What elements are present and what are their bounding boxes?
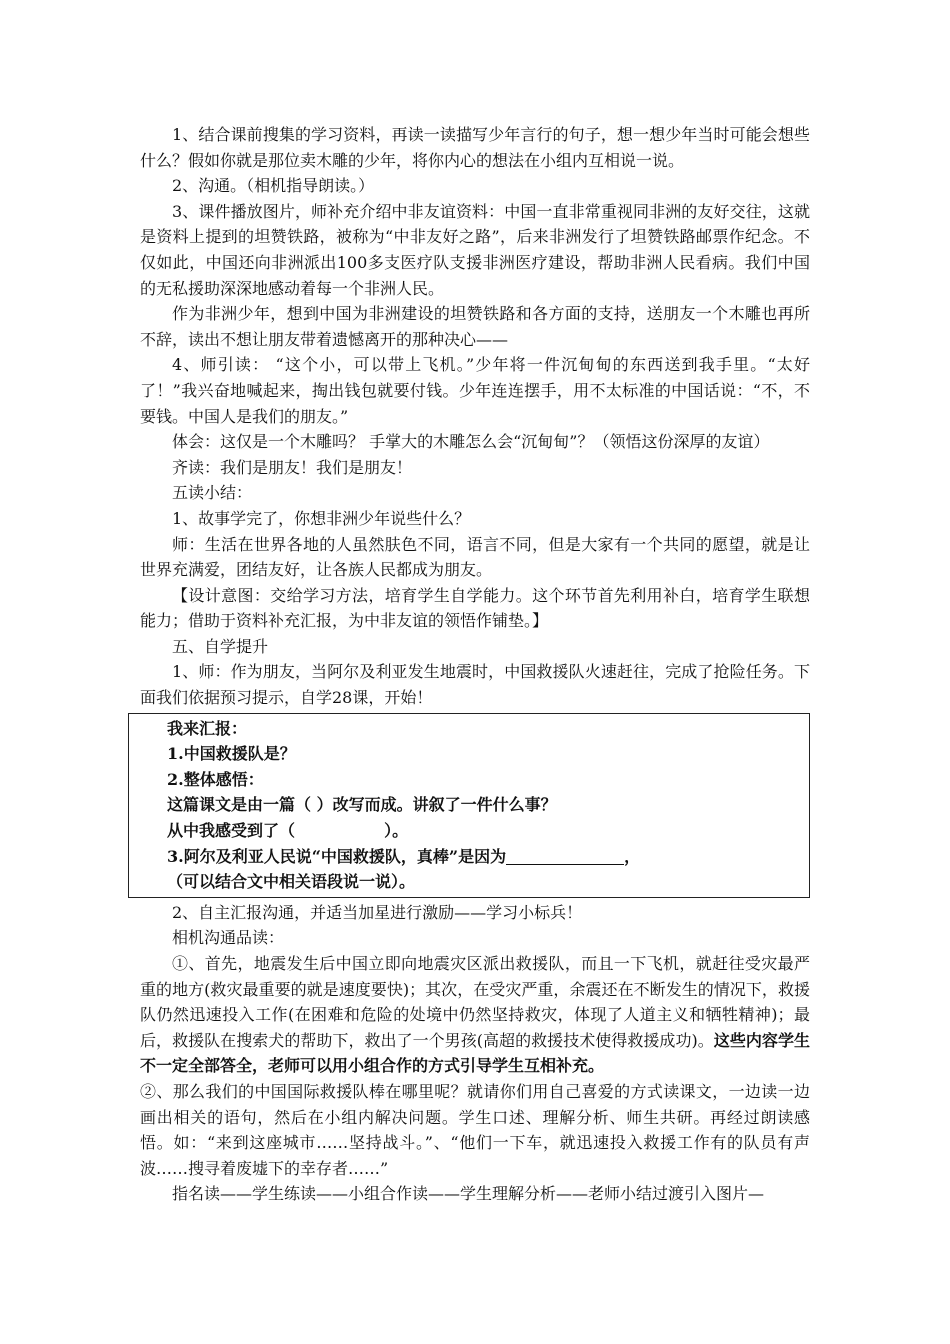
paragraph: 1、故事学完了，你想非洲少年说些什么？ [172,508,471,528]
report-box-line: 1.中国救援队是？ [167,744,296,764]
paragraph: 作为非洲少年，想到中国为非洲建设的坦赞铁路和各方面的支持，送朋友一个木雕也再所不辞，读出不想让朋友带着遗憾离开的那种决心—— [140,304,810,349]
paragraph: 1、结合课前搜集的学习资料，再读一读描写少年言行的句子，想一想少年当时可能会想些什么？假如你就是那位卖木雕的少年，将你内心的想法在小组内互相说一说。 [140,125,810,170]
paragraph: 齐读：我们是朋友！我们是朋友！ [172,457,413,477]
paragraph-bold-text: 这些内容学生不一定全部答全，老师可以用小组合作的方式引导学生互相补充。 [140,1030,810,1076]
report-box-line-suffix: ， [624,846,641,866]
paragraph: 2、自主汇报沟通，并适当加星进行激励——学习小标兵！ [172,902,583,922]
paragraph: ②、那么我们的中国国际救援队棒在哪里呢？就请你们用自己喜爱的方式读课文，一边读一边画出相关的语句，然后在小组内解决问题。学生口述、理解分析、师生共研。再经过朗读感悟。如：“来到这座城市……坚持战斗。”、“他们一下车，就迅速投入救援工作有的队员有声波……搜寻着废墟下的幸存者……” [140,1081,810,1178]
report-box-line: 2.整体感悟： [167,769,264,789]
report-box-line [167,844,809,870]
paragraph: 1、师：作为朋友，当阿尔及利亚发生地震时，中国救援队火速赶往，完成了抢险任务。下面我们依据预习提示，自学28课，开始！ [140,662,810,708]
section-heading: 五、自学提升 [172,636,269,656]
paragraph: 五读小结： [172,483,253,503]
paragraph: 相机沟通品读： [172,928,285,948]
paragraph: 体会：这仅是一个木雕吗？ 手掌大的木雕怎么会“沉甸甸”？（领悟这份深厚的友谊） [172,432,770,452]
report-box-line: 从中我感受到了（ ）。 [167,821,409,841]
paragraph [140,951,810,1079]
paragraph: 3、课件播放图片，师补充介绍中非友谊资料：中国一直非常重视同非洲的友好交往，这就是资料上提到的坦赞铁路，被称为“中非友好之路”，后来非洲发行了坦赞铁路邮票作纪念。不仅如此，中国还向非洲派出100多支医疗队支援非洲医疗建设，帮助非洲人民看病。我们中国的无私援助深深地感动着每一个非洲人民。 [140,201,810,298]
paragraph-text: ①、首先，地震发生后中国立即向地震灾区派出救援队，而且一下飞机，就赶往受灾最严重的地方(救灾最重要的就是速度要快)；其次，在受灾严重，余震还在不断发生的情况下，救援队仍然迅速投入工作(在困难和危险的处境中仍然坚持救灾，体现了人道主义和牺牲精神)；最后，救援队在搜索犬的帮助下，救出了一个男孩(高超的救援技术使得救援成功)。 [140,954,810,1050]
paragraph: 2、沟通。（相机指导朗读。） [172,176,375,196]
answer-blank[interactable] [506,846,624,865]
paragraph: 师：生活在世界各地的人虽然肤色不同，语言不同，但是大家有一个共同的愿望，就是让世界充满爱，团结友好，让各族人民都成为朋友。 [140,534,810,580]
report-box-line: 这篇课文是由一篇（ ）改写而成。讲叙了一件什么事？ [167,795,557,815]
report-box [128,713,810,898]
report-box-line-text: 3.阿尔及利亚人民说“中国救援队，真棒”是因为 [167,846,507,866]
report-box-title: 我来汇报： [167,718,248,738]
paragraph: 指名读——学生练读——小组合作读——学生理解分析——老师小结过渡引入图片— [172,1184,765,1204]
document-body [140,122,810,1207]
design-intent-note: 【设计意图：交给学习方法，培育学生自学能力。这个环节首先利用补白，培育学生联想能力；借助于资料补充汇报，为中非友谊的领悟作铺垫。】 [140,585,810,631]
paragraph: 4、师引读： “这个小，可以带上飞机。”少年将一件沉甸甸的东西送到我手里。“太好了！”我兴奋地喊起来，掏出钱包就要付钱。少年连连摆手，用不太标准的中国话说：“不，不要钱。中国人是我们的朋友。” [140,355,810,426]
report-box-line: （可以结合文中相关语段说一说）。 [167,872,416,892]
